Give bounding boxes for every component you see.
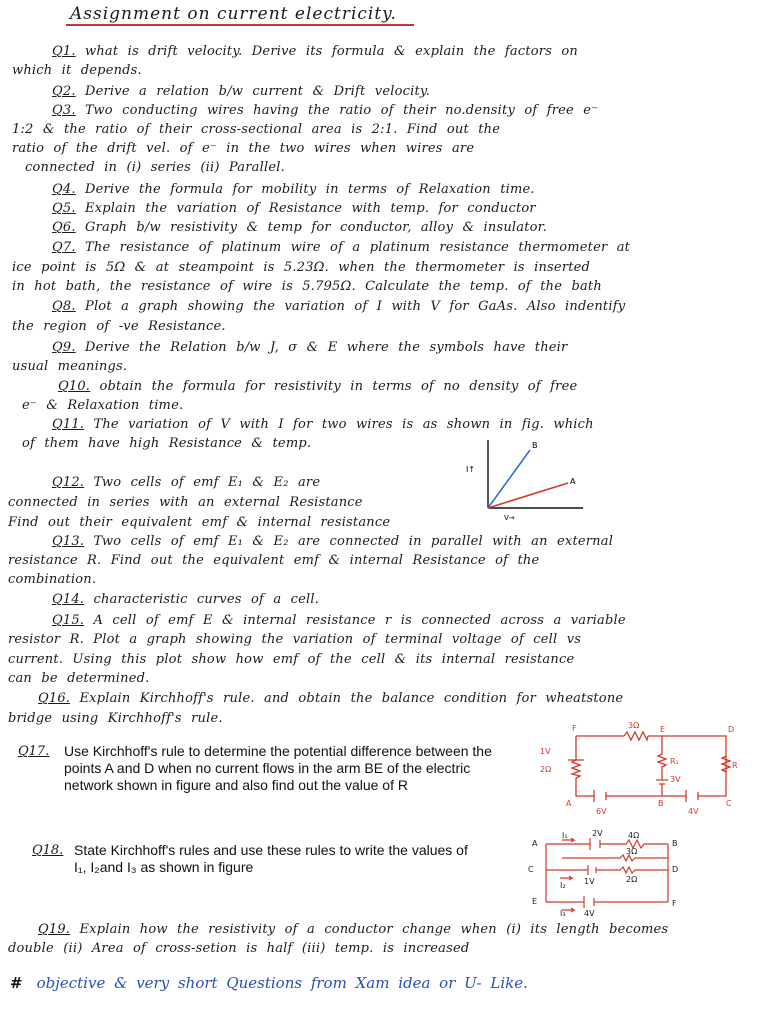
q18-text: State Kirchhoff's rules and use these rules to write the values of I₁, I₂and I₃ as shown in figure xyxy=(74,842,468,875)
question-text: Two cells of emf E₁ & E₂ are connected in parallel with an external xyxy=(84,534,614,549)
question-line xyxy=(8,513,390,532)
question-line xyxy=(12,258,590,277)
question-text: Explain how the resistivity of a conductor change when (i) its length becomes xyxy=(70,922,669,937)
question-number: Q19. xyxy=(38,922,71,937)
question-line xyxy=(52,42,578,61)
current-i2: I₂ xyxy=(560,881,566,890)
bottom-emf-value: 4V xyxy=(584,909,595,916)
q18-circuit xyxy=(522,830,722,916)
question-number: Q7. xyxy=(52,240,76,255)
question-line xyxy=(8,551,539,570)
question-text: 1:2 & the ratio of their cross-sectional area is 2:1. Find out the xyxy=(12,122,501,137)
footer-note xyxy=(10,974,528,992)
question-number: Q10. xyxy=(58,379,91,394)
q11-vi-graph xyxy=(458,436,593,526)
question-number: Q11. xyxy=(52,417,85,432)
q17-number: Q17. xyxy=(18,744,50,759)
footer-text: objective & very short Questions from Xam idea or U- Like. xyxy=(36,974,528,992)
question-text: resistor R. Plot a graph showing the variation of terminal voltage of cell vs xyxy=(8,632,582,647)
top-resistor xyxy=(624,732,648,740)
question-text: characteristic curves of a cell. xyxy=(84,592,320,607)
label-e: E xyxy=(660,725,666,734)
question-line xyxy=(52,218,547,237)
question-text: bridge using Kirchhoff's rule. xyxy=(8,711,223,726)
label-f: F xyxy=(672,899,677,908)
question-number: Q15. xyxy=(52,613,85,628)
question-line xyxy=(22,396,183,415)
question-number: Q12. xyxy=(52,475,85,490)
question-text: which it depends. xyxy=(12,63,142,78)
question-text: Explain the variation of Resistance with temp. for conductor xyxy=(75,201,536,216)
question-number: Q16. xyxy=(38,691,71,706)
graph-label-b: B xyxy=(532,441,538,450)
question-line xyxy=(52,82,430,101)
question-line xyxy=(12,317,226,336)
question-line xyxy=(8,493,363,512)
question-line xyxy=(12,277,602,296)
question-text: Explain Kirchhoff's rule. and obtain the balance condition for wheatstone xyxy=(70,691,624,706)
current-i3: I₃ xyxy=(560,909,566,916)
question-number: Q13. xyxy=(52,534,85,549)
question-text: what is drift velocity. Derive its formula & explain the factors on xyxy=(75,44,578,59)
title-underline xyxy=(66,24,414,26)
question-number: Q4. xyxy=(52,182,76,197)
question-line xyxy=(52,297,625,316)
question-text: Derive the formula for mobility in terms of Relaxation time. xyxy=(75,182,535,197)
middle-branch xyxy=(546,867,668,873)
question-text: The variation of V with I for two wires is as shown in fig. which xyxy=(84,417,594,432)
label-b: B xyxy=(672,839,678,848)
mid-resistance-value: R₁ xyxy=(670,757,679,766)
top-branch xyxy=(546,840,668,848)
question-number: Q5. xyxy=(52,201,76,216)
circuit-outer-wire xyxy=(576,736,726,796)
left-emf-value: 1V xyxy=(540,747,551,756)
question-line xyxy=(52,238,630,257)
question-number: Q3. xyxy=(52,103,76,118)
question-line xyxy=(12,357,127,376)
question-text: ice point is 5Ω & at steampoint is 5.23Ω. when the thermometer is inserted xyxy=(12,260,591,275)
question-line xyxy=(8,570,96,589)
question-text: Graph b/w resistivity & temp for conductor, alloy & insulator. xyxy=(75,220,548,235)
question-line xyxy=(38,920,668,939)
graph-y-label: I↑ xyxy=(466,465,476,474)
question-line xyxy=(8,669,149,688)
question-line xyxy=(8,650,574,669)
mid-emf-value: 1V xyxy=(584,877,595,886)
question-text: The resistance of platinum wire of a platinum resistance thermometer at xyxy=(75,240,631,255)
top-emf-value: 2V xyxy=(592,830,603,838)
question-text: connected in (i) series (ii) Parallel. xyxy=(25,160,285,175)
graph-label-a: A xyxy=(570,477,576,486)
label-e: E xyxy=(532,897,538,906)
question-line xyxy=(52,101,598,120)
label-a: A xyxy=(532,839,538,848)
question-text: can be determined. xyxy=(8,671,150,686)
question-number: Q14. xyxy=(52,592,85,607)
question-line xyxy=(22,434,311,453)
mid-resistance-1-value: 3Ω xyxy=(626,847,638,856)
current-i1: I₁ xyxy=(562,831,568,840)
question-text: connected in series with an external Resistance xyxy=(8,495,363,510)
question-text: obtain the formula for resistivity in terms of no density of free xyxy=(90,379,578,394)
question-number: Q9. xyxy=(52,340,76,355)
question-number: Q2. xyxy=(52,84,76,99)
top-resistance-value: 4Ω xyxy=(628,831,640,840)
label-b: B xyxy=(658,799,664,808)
page-title: Assignment on current electricity. xyxy=(70,4,397,24)
question-line xyxy=(38,689,623,708)
question-line xyxy=(52,611,626,630)
label-c: C xyxy=(726,799,732,808)
question-text: Plot a graph showing the variation of I with V for GaAs. Also indentify xyxy=(75,299,626,314)
upper-middle-resistor xyxy=(562,855,668,861)
question-line xyxy=(52,532,613,551)
question-line xyxy=(8,709,223,728)
question-line xyxy=(52,415,594,434)
q17-circuit xyxy=(536,722,748,814)
question-text: Find out their equivalent emf & internal resistance xyxy=(8,515,391,530)
question-text: e⁻ & Relaxation time. xyxy=(22,398,184,413)
left-resistance-value: 2Ω xyxy=(540,765,552,774)
question-text: double (ii) Area of cross-setion is half (iii) temp. is increased xyxy=(8,941,470,956)
question-text: current. Using this plot show how emf of the cell & its internal resistance xyxy=(8,652,575,667)
question-line xyxy=(52,338,567,357)
top-resistance-value: 3Ω xyxy=(628,722,640,730)
question-text: in hot bath, the resistance of wire is 5.795Ω. Calculate the temp. of the bath xyxy=(12,279,602,294)
q18-number: Q18. xyxy=(32,843,64,858)
graph-x-label: V→ xyxy=(504,514,515,522)
q17-text: Use Kirchhoff's rule to determine the potential difference between the points A and D when no current flows in the arm BE of the electric network shown in figure and also find out the value of R xyxy=(64,743,492,793)
label-a: A xyxy=(566,799,572,808)
question-line xyxy=(52,590,319,609)
question-text: the region of -ve Resistance. xyxy=(12,319,226,334)
graph-line-b xyxy=(488,450,530,508)
question-number: Q1. xyxy=(52,44,76,59)
bottom-right-emf-value: 4V xyxy=(688,807,699,814)
question-text: ratio of the drift vel. of e⁻ in the two wires when wires are xyxy=(12,141,475,156)
label-d: D xyxy=(672,865,679,874)
graph-line-a xyxy=(488,483,568,508)
current-arrow-i2 xyxy=(560,876,572,880)
middle-branch xyxy=(656,736,668,796)
question-text: A cell of emf E & internal resistance r is connected across a variable xyxy=(84,613,626,628)
question-text: combination. xyxy=(8,572,97,587)
question-line xyxy=(52,199,536,218)
left-resistor xyxy=(572,760,580,778)
question-text: Derive the Relation b/w J, σ & E where the symbols have their xyxy=(75,340,568,355)
question-text: resistance R. Find out the equivalent emf & internal Resistance of the xyxy=(8,553,540,568)
question-number: Q8. xyxy=(52,299,76,314)
mid-resistance-2-value: 2Ω xyxy=(626,875,638,884)
question-line xyxy=(12,139,474,158)
question-number: Q6. xyxy=(52,220,76,235)
hash-mark: # xyxy=(10,974,23,992)
question-line xyxy=(52,473,320,492)
question-line xyxy=(8,939,469,958)
label-c: C xyxy=(528,865,534,874)
question-text: of them have high Resistance & temp. xyxy=(22,436,312,451)
right-resistance-value: R xyxy=(732,761,738,770)
question-line xyxy=(12,120,500,139)
question-line xyxy=(52,180,535,199)
label-f: F xyxy=(572,724,577,733)
bottom-left-emf-value: 6V xyxy=(596,807,607,814)
question-text: Two cells of emf E₁ & E₂ are xyxy=(84,475,321,490)
question-text: Derive a relation b/w current & Drift velocity. xyxy=(75,84,431,99)
question-line xyxy=(25,158,285,177)
question-line xyxy=(58,377,577,396)
mid-emf-value: 3V xyxy=(670,775,681,784)
question-line xyxy=(12,61,142,80)
question-text: usual meanings. xyxy=(12,359,128,374)
question-text: Two conducting wires having the ratio of their no.density of free e⁻ xyxy=(75,103,599,118)
question-line xyxy=(8,630,581,649)
label-d: D xyxy=(728,725,735,734)
